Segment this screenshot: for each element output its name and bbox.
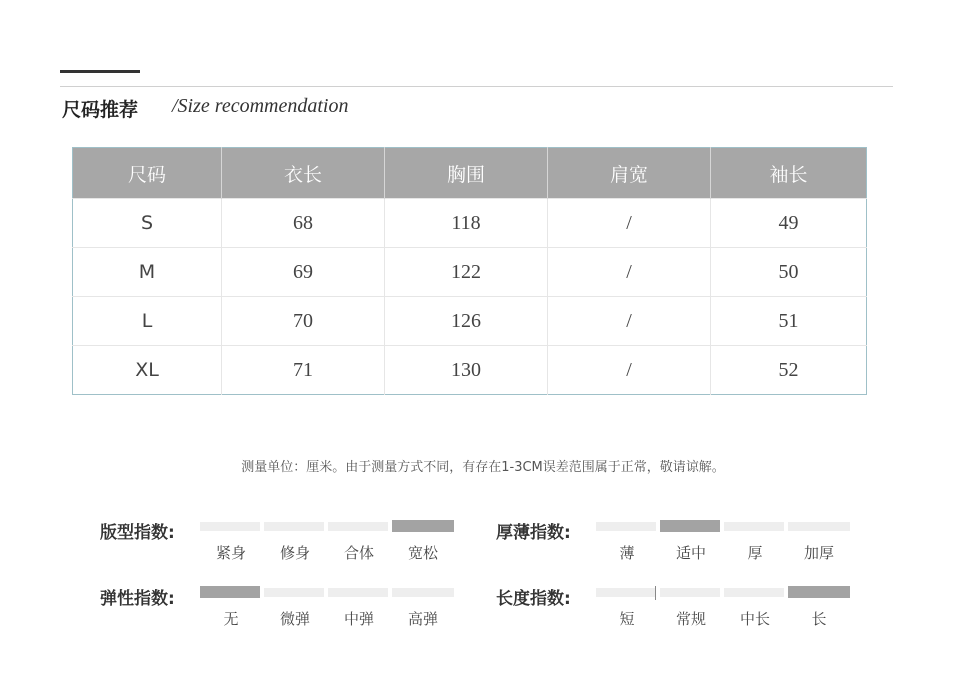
thickness-index-label: 厚薄指数:: [496, 523, 571, 543]
fit-index-scale: [200, 518, 454, 562]
length-index-label: 长度指数:: [496, 589, 571, 609]
fit-index-label: 版型指数:: [100, 523, 175, 543]
table-row: [73, 199, 867, 248]
header-accent-rule: [60, 70, 140, 73]
column-header-shoulder: 肩宽: [548, 148, 711, 199]
sleeve-cell: 50: [711, 248, 867, 297]
length-cell: 70: [222, 297, 385, 346]
column-header-length: 衣长: [222, 148, 385, 199]
scale-marker: [655, 586, 656, 600]
length-cell: 68: [222, 199, 385, 248]
length-index-scale: [596, 584, 850, 628]
scale-option-label: 薄: [619, 544, 635, 562]
column-header-sleeve: 袖长: [711, 148, 867, 199]
table-row: [73, 297, 867, 346]
scale-option-label: 常规: [675, 610, 706, 628]
measurement-note: 测量单位：厘米。由于测量方式不同，有存在1-3CM误差范围属于正常，敬请谅解。: [241, 460, 725, 475]
scale-segment: [328, 522, 388, 531]
header-divider: [60, 86, 893, 87]
scale-option-label: 中弹: [343, 610, 374, 628]
scale-option-label: 高弹: [407, 610, 438, 628]
scale-option-label: 合体: [343, 544, 374, 562]
chest-cell: 118: [385, 199, 548, 248]
length-cell: 69: [222, 248, 385, 297]
table-header-row: [73, 148, 867, 199]
scale-segment: [392, 588, 454, 597]
scale-option-label: 宽松: [407, 544, 438, 562]
scale-option-label: 短: [619, 610, 635, 628]
scale-option-label: 紧身: [215, 544, 246, 562]
table-row: [73, 346, 867, 395]
scale-option-label: 长: [811, 610, 827, 628]
size-cell: XL: [73, 346, 222, 395]
sleeve-cell: 51: [711, 297, 867, 346]
scale-option-label: 中长: [739, 610, 770, 628]
scale-segment: [264, 522, 324, 531]
scale-segment: [724, 588, 784, 597]
scale-segment: [660, 588, 720, 597]
scale-option-label: 加厚: [803, 544, 834, 562]
scale-segment: [200, 586, 260, 598]
chest-cell: 126: [385, 297, 548, 346]
sleeve-cell: 49: [711, 199, 867, 248]
scale-option-label: 厚: [747, 544, 763, 562]
scale-segment: [328, 588, 388, 597]
section-title: 尺码推荐: [62, 99, 139, 121]
sleeve-cell: 52: [711, 346, 867, 395]
table-row: [73, 248, 867, 297]
section-subtitle: /Size recommendation: [172, 95, 349, 117]
size-cell: S: [73, 199, 222, 248]
scale-segment: [596, 588, 656, 597]
elasticity-index-scale: [200, 584, 454, 628]
scale-segment: [788, 586, 850, 598]
scale-segment: [596, 522, 656, 531]
scale-segment: [264, 588, 324, 597]
size-cell: M: [73, 248, 222, 297]
shoulder-cell: /: [548, 297, 711, 346]
size-cell: L: [73, 297, 222, 346]
scale-option-label: 无: [223, 610, 239, 628]
scale-option-label: 适中: [675, 544, 706, 562]
size-table: [72, 147, 867, 395]
scale-segment: [788, 522, 850, 531]
thickness-index-scale: [596, 518, 850, 562]
shoulder-cell: /: [548, 346, 711, 395]
column-header-size: 尺码: [73, 148, 222, 199]
scale-segment: [200, 522, 260, 531]
shoulder-cell: /: [548, 199, 711, 248]
scale-segment: [392, 520, 454, 532]
column-header-chest: 胸围: [385, 148, 548, 199]
elasticity-index-label: 弹性指数:: [100, 589, 175, 609]
scale-segment: [660, 520, 720, 532]
shoulder-cell: /: [548, 248, 711, 297]
length-cell: 71: [222, 346, 385, 395]
chest-cell: 130: [385, 346, 548, 395]
scale-option-label: 修身: [279, 544, 310, 562]
scale-option-label: 微弹: [279, 610, 310, 628]
chest-cell: 122: [385, 248, 548, 297]
scale-segment: [724, 522, 784, 531]
